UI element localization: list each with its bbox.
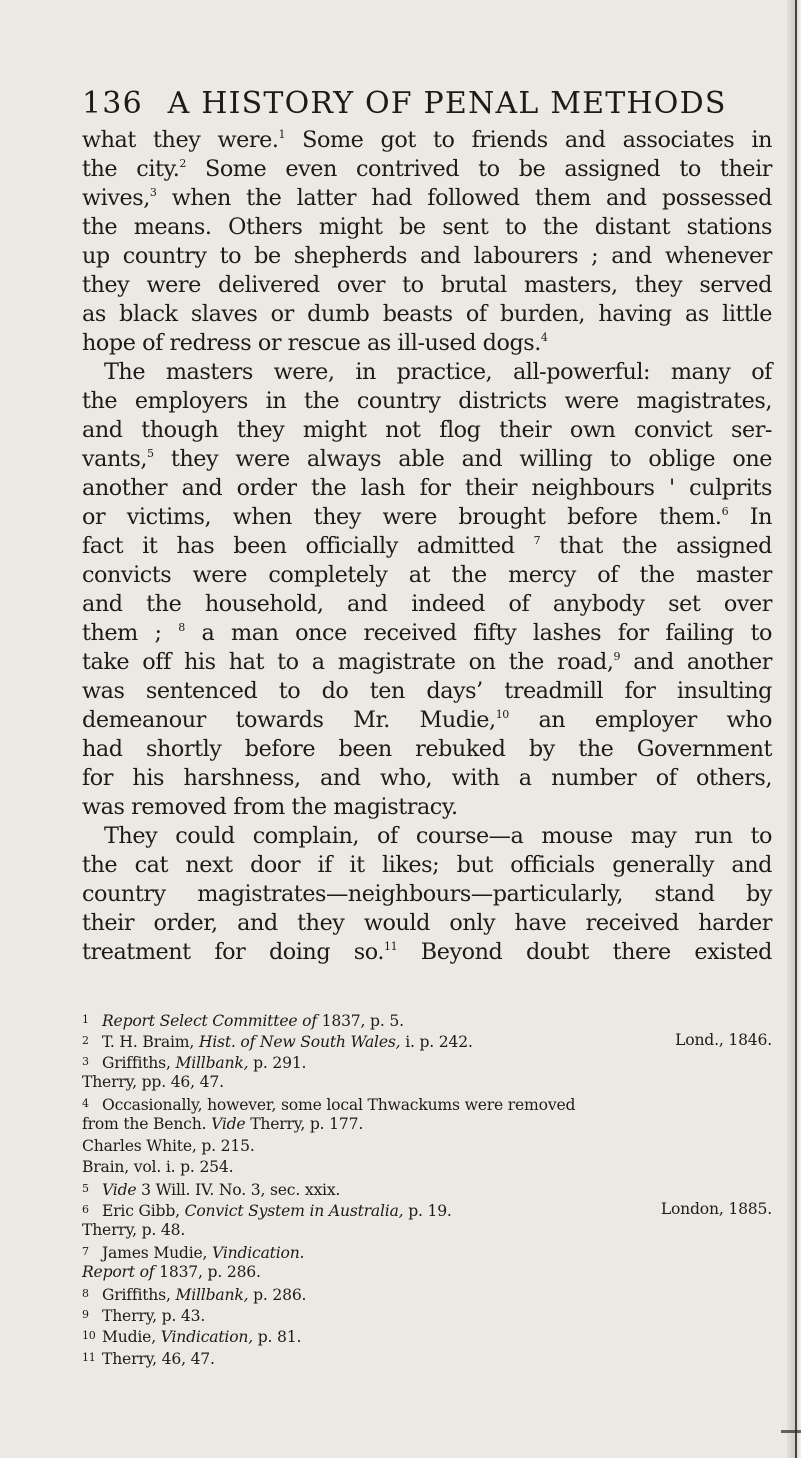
text-line: up country to be shepherds and labourers ; and whenever	[82, 243, 772, 269]
footnote-marker: 4	[82, 1097, 89, 1111]
footnote-marker: 8	[82, 1287, 89, 1301]
text-line: for his harshness, and who, with a number of others,	[82, 765, 772, 791]
footnote-9	[82, 1304, 772, 1325]
text-span: Some got to friends and associates in	[285, 127, 772, 153]
text-span: In	[728, 504, 773, 530]
text-line: They could complain, of course—a mouse may run to	[104, 823, 772, 849]
text-span: when the latter had followed them and possessed	[156, 185, 772, 211]
footnote-ref: 3	[149, 186, 157, 199]
footnote-marker: 5	[82, 1181, 89, 1195]
footnote-title: Millbank,	[175, 1286, 249, 1305]
text-span: vants,	[82, 446, 148, 472]
text-line: and the household, and indeed of anybody set over	[82, 591, 772, 617]
footnote-marker: 3	[82, 1055, 89, 1069]
text-line: the cat next door if it likes; but officials generally and	[82, 852, 772, 878]
text-span: an employer who	[508, 707, 772, 733]
text-line: was sentenced to do ten days’ treadmill for insulting	[82, 678, 772, 704]
footnote-text: p. 19.	[403, 1201, 452, 1220]
footnote-text: from the Bench.	[82, 1115, 212, 1134]
footnote-title: Vindication.	[212, 1244, 305, 1263]
text-span: fact it has been officially admitted	[82, 533, 534, 559]
footnote-3-cont: Therry, pp. 46, 47.	[82, 1073, 224, 1092]
footnote-text: James Mudie,	[102, 1244, 213, 1263]
footnote-2	[82, 1030, 772, 1051]
text-line	[82, 126, 772, 155]
page-edge	[787, 0, 801, 1458]
footnote-marker: 1	[82, 1013, 89, 1026]
text-line: country magistrates—neighbours—particularly, stand by	[82, 881, 772, 907]
footnote-ref: 6	[721, 505, 729, 518]
footnote-text: 1837, p. 5.	[316, 1012, 404, 1030]
footnote-text: Griffiths,	[102, 1054, 176, 1073]
footnote-text: Occasionally, however, some local Thwackums were removed	[102, 1096, 576, 1115]
text-span: them ;	[82, 620, 179, 646]
footnote-ref: 9	[613, 650, 621, 663]
footnotes	[82, 1009, 772, 1368]
footnote-title: Report of	[82, 1263, 155, 1282]
footnote-7	[82, 1241, 772, 1262]
text-line: convicts were completely at the mercy of the master	[82, 562, 772, 588]
text-line	[82, 532, 772, 561]
footnote-text: Mudie,	[102, 1328, 161, 1347]
text-span: Beyond doubt there existed	[397, 939, 772, 965]
footnote-7-cont	[82, 1262, 772, 1283]
page-header	[82, 86, 782, 121]
footnote-text: Therry, p. 177.	[245, 1115, 364, 1134]
footnote-text: i. p. 242.	[400, 1033, 473, 1052]
text-span: treatment for doing so.	[82, 939, 385, 965]
text-span: what they were.	[82, 127, 279, 153]
footnote-ref: 4	[540, 331, 548, 344]
footnote-title: Convict System in Australia,	[184, 1201, 404, 1220]
text-line	[82, 329, 772, 358]
text-span: take off his hat to a magistrate on the road,	[82, 649, 614, 675]
footnote-4-cont	[82, 1114, 772, 1135]
footnote-imprint: Lond., 1846.	[675, 1031, 772, 1050]
text-line	[82, 155, 772, 184]
text-line: the employers in the country districts were magistrates,	[82, 388, 772, 414]
footnote-title: Vide	[102, 1180, 137, 1199]
text-line: they were delivered over to brutal masters, they served	[82, 272, 772, 298]
footnote-title: Report Select Committee of	[102, 1012, 317, 1030]
text-span: and another	[620, 649, 773, 675]
footnote-ref: 1	[278, 128, 286, 141]
footnote-text: 3 Will. IV. No. 3, sec. xxix.	[136, 1180, 341, 1199]
text-span: demeanour towards Mr. Mudie,	[82, 707, 496, 733]
footnote-4-cont: Brain, vol. i. p. 254.	[82, 1157, 234, 1176]
footnote-text: p. 286.	[248, 1286, 307, 1305]
footnote-5	[82, 1178, 772, 1199]
main-text	[82, 126, 772, 967]
footnote-1	[82, 1009, 772, 1030]
text-line: had shortly before been rebuked by the Government	[82, 736, 772, 762]
footnote-ref: 7	[533, 534, 541, 547]
footnote-text: Griffiths,	[102, 1286, 176, 1305]
footnote-marker: 7	[82, 1245, 89, 1259]
text-span: or victims, when they were brought before them.	[82, 504, 722, 530]
footnote-6	[82, 1199, 772, 1220]
footnote-4	[82, 1093, 772, 1114]
text-line: another and order the lash for their neighbours ' culprits	[82, 475, 772, 501]
text-line	[82, 184, 772, 213]
text-span: that the assigned	[540, 533, 772, 559]
text-line	[82, 619, 772, 648]
footnote-marker: 2	[82, 1034, 89, 1048]
footnote-8	[82, 1283, 772, 1304]
footnote-ref: 8	[178, 621, 185, 634]
text-line: The masters were, in practice, all-powerful: many of	[104, 359, 772, 385]
footnote-text: p. 291.	[248, 1054, 307, 1073]
footnote-text: Eric Gibb,	[102, 1201, 185, 1220]
footnote-marker: 10	[82, 1329, 96, 1343]
footnote-imprint: London, 1885.	[660, 1199, 772, 1218]
text-span: wives,	[82, 185, 150, 211]
footnote-marker: 6	[82, 1202, 89, 1216]
footnote-text: p. 81.	[253, 1328, 302, 1347]
footnote-text: 1837, p. 286.	[154, 1263, 261, 1282]
footnote-ref: 5	[147, 447, 154, 460]
footnote-title: Millbank,	[175, 1054, 249, 1073]
text-span: they were always able and willing to oblige one	[153, 446, 772, 472]
footnote-10	[82, 1325, 772, 1346]
text-span: the city.	[82, 156, 180, 182]
footnote-11	[82, 1347, 772, 1368]
text-line	[82, 445, 772, 474]
text-line	[82, 503, 772, 532]
text-span: Some even contrived to be assigned to their	[185, 156, 772, 182]
page-number: 136	[82, 86, 143, 121]
text-line	[82, 648, 772, 677]
footnote-3	[82, 1051, 772, 1072]
running-title: A HISTORY OF PENAL METHODS	[167, 86, 727, 121]
text-line	[82, 706, 772, 735]
text-line: and though they might not flog their own convict ser-	[82, 417, 772, 443]
text-line	[82, 938, 772, 967]
footnote-marker: 11	[82, 1350, 96, 1364]
text-line: their order, and they would only have received harder	[82, 910, 772, 936]
footnote-ref: 2	[179, 157, 186, 170]
text-span: a man once received fifty lashes for failing to	[184, 620, 773, 646]
text-line: the means. Others might be sent to the distant stations	[82, 214, 772, 240]
footnote-ref: 11	[384, 940, 398, 953]
footnote-title: Vindication,	[160, 1328, 253, 1347]
footnote-text: T. H. Braim,	[102, 1033, 199, 1052]
footnote-title: Hist. of New South Wales,	[198, 1033, 401, 1052]
text-line: was removed from the magistracy.	[82, 794, 458, 820]
footnote-ref: 10	[495, 708, 509, 721]
text-span: hope of redress or rescue as ill-used dogs.	[82, 330, 541, 356]
footnote-marker: 9	[82, 1308, 89, 1322]
footnote-4-cont: Charles White, p. 215.	[82, 1136, 255, 1155]
footnote-text: Therry, p. 43.	[102, 1307, 206, 1326]
footnote-text: Therry, 46, 47.	[102, 1349, 215, 1368]
text-line: as black slaves or dumb beasts of burden, having as little	[82, 301, 772, 327]
footnote-title: Vide	[211, 1115, 246, 1134]
footnote-6-cont: Therry, p. 48.	[82, 1220, 186, 1239]
